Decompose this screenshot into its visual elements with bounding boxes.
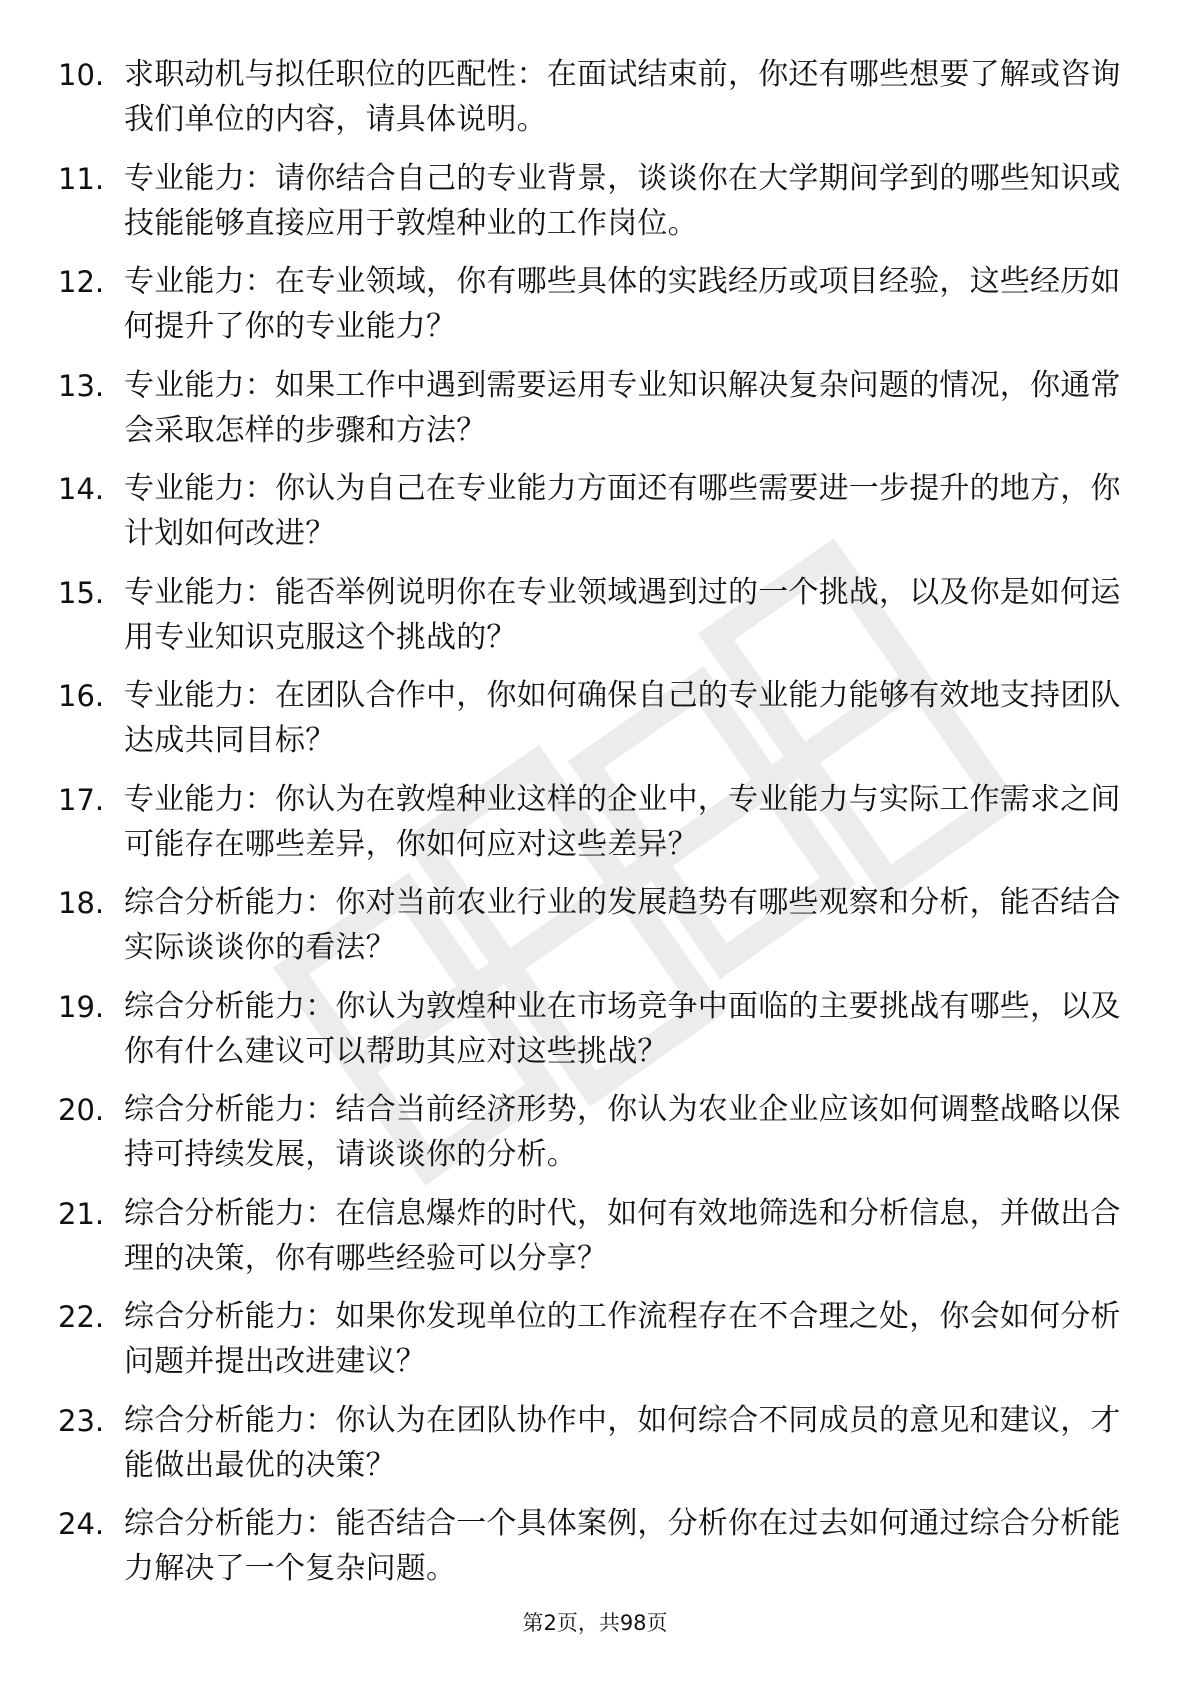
question-number: 14.: [58, 472, 105, 506]
list-item: [58, 880, 1133, 984]
question-text: 专业能力：如果工作中遇到需要运用专业知识解决复杂问题的情况，你通常会采取怎样的步骤和方法？: [124, 367, 1121, 448]
list-item: [58, 984, 1133, 1088]
question-text: 专业能力：请你结合自己的专业背景，谈谈你在大学期间学到的哪些知识或技能能够直接应用于敦煌种业的工作岗位。: [124, 160, 1121, 241]
question-text: 专业能力：能否举例说明你在专业领域遇到过的一个挑战，以及你是如何运用专业知识克服这个挑战的？: [124, 574, 1121, 655]
question-text: 综合分析能力：你对当前农业行业的发展趋势有哪些观察和分析，能否结合实际谈谈你的看法？: [124, 885, 1121, 965]
list-item: [58, 777, 1133, 881]
question-text: 专业能力：你认为在敦煌种业这样的企业中，专业能力与实际工作需求之间可能存在哪些差异，你如何应对这些差异？: [124, 781, 1121, 862]
list-item: [58, 363, 1133, 467]
list-item: [58, 1398, 1133, 1502]
question-text: 求职动机与拟任职位的匹配性：在面试结束前，你还有哪些想要了解或咨询我们单位的内容，请具体说明。: [124, 57, 1121, 137]
question-text: 综合分析能力：你认为敦煌种业在市场竞争中面临的主要挑战有哪些，以及你有什么建议可以帮助其应对这些挑战？: [124, 988, 1121, 1069]
page-number-footer: 第2页，共98页: [522, 1611, 668, 1635]
question-number: 20.: [58, 1093, 105, 1127]
question-number: 13.: [58, 368, 105, 403]
list-item: [58, 1294, 1133, 1398]
question-number: 17.: [58, 782, 105, 817]
question-number: 23.: [58, 1403, 105, 1438]
list-item: [58, 466, 1133, 570]
question-text: 综合分析能力：结合当前经济形势，你认为农业企业应该如何调整战略以保持可持续发展，请谈谈你的分析。: [124, 1092, 1121, 1172]
question-text: 专业能力：在专业领域，你有哪些具体的实践经历或项目经验，这些经历如何提升了你的专业能力？: [124, 264, 1121, 344]
question-number: 18.: [58, 886, 105, 920]
list-item: [58, 673, 1133, 777]
list-item: [58, 1191, 1133, 1295]
question-list: [58, 52, 1133, 1605]
question-number: 12.: [58, 265, 105, 299]
question-number: 19.: [58, 989, 105, 1024]
question-number: 15.: [58, 575, 105, 610]
question-text: 专业能力：你认为自己在专业能力方面还有哪些需要进一步提升的地方，你计划如何改进？: [124, 471, 1121, 551]
question-number: 11.: [58, 161, 105, 196]
question-number: 21.: [58, 1196, 105, 1231]
question-text: 综合分析能力：你认为在团队协作中，如何综合不同成员的意见和建议，才能做出最优的决策？: [124, 1402, 1121, 1483]
list-item: [58, 52, 1133, 156]
question-text: 综合分析能力：如果你发现单位的工作流程存在不合理之处，你会如何分析问题并提出改进建议？: [124, 1299, 1121, 1379]
question-text: 专业能力：在团队合作中，你如何确保自己的专业能力能够有效地支持团队达成共同目标？: [124, 678, 1121, 758]
list-item: [58, 156, 1133, 260]
question-number: 10.: [58, 58, 105, 92]
question-number: 24.: [58, 1507, 105, 1541]
list-item: [58, 570, 1133, 674]
question-text: 综合分析能力：能否结合一个具体案例，分析你在过去如何通过综合分析能力解决了一个复杂问题。: [124, 1506, 1121, 1586]
question-number: 22.: [58, 1300, 105, 1334]
list-item: [58, 259, 1133, 363]
question-number: 16.: [58, 679, 105, 713]
list-item: [58, 1501, 1133, 1605]
list-item: [58, 1087, 1133, 1191]
question-text: 综合分析能力：在信息爆炸的时代，如何有效地筛选和分析信息，并做出合理的决策，你有哪些经验可以分享？: [124, 1195, 1121, 1276]
